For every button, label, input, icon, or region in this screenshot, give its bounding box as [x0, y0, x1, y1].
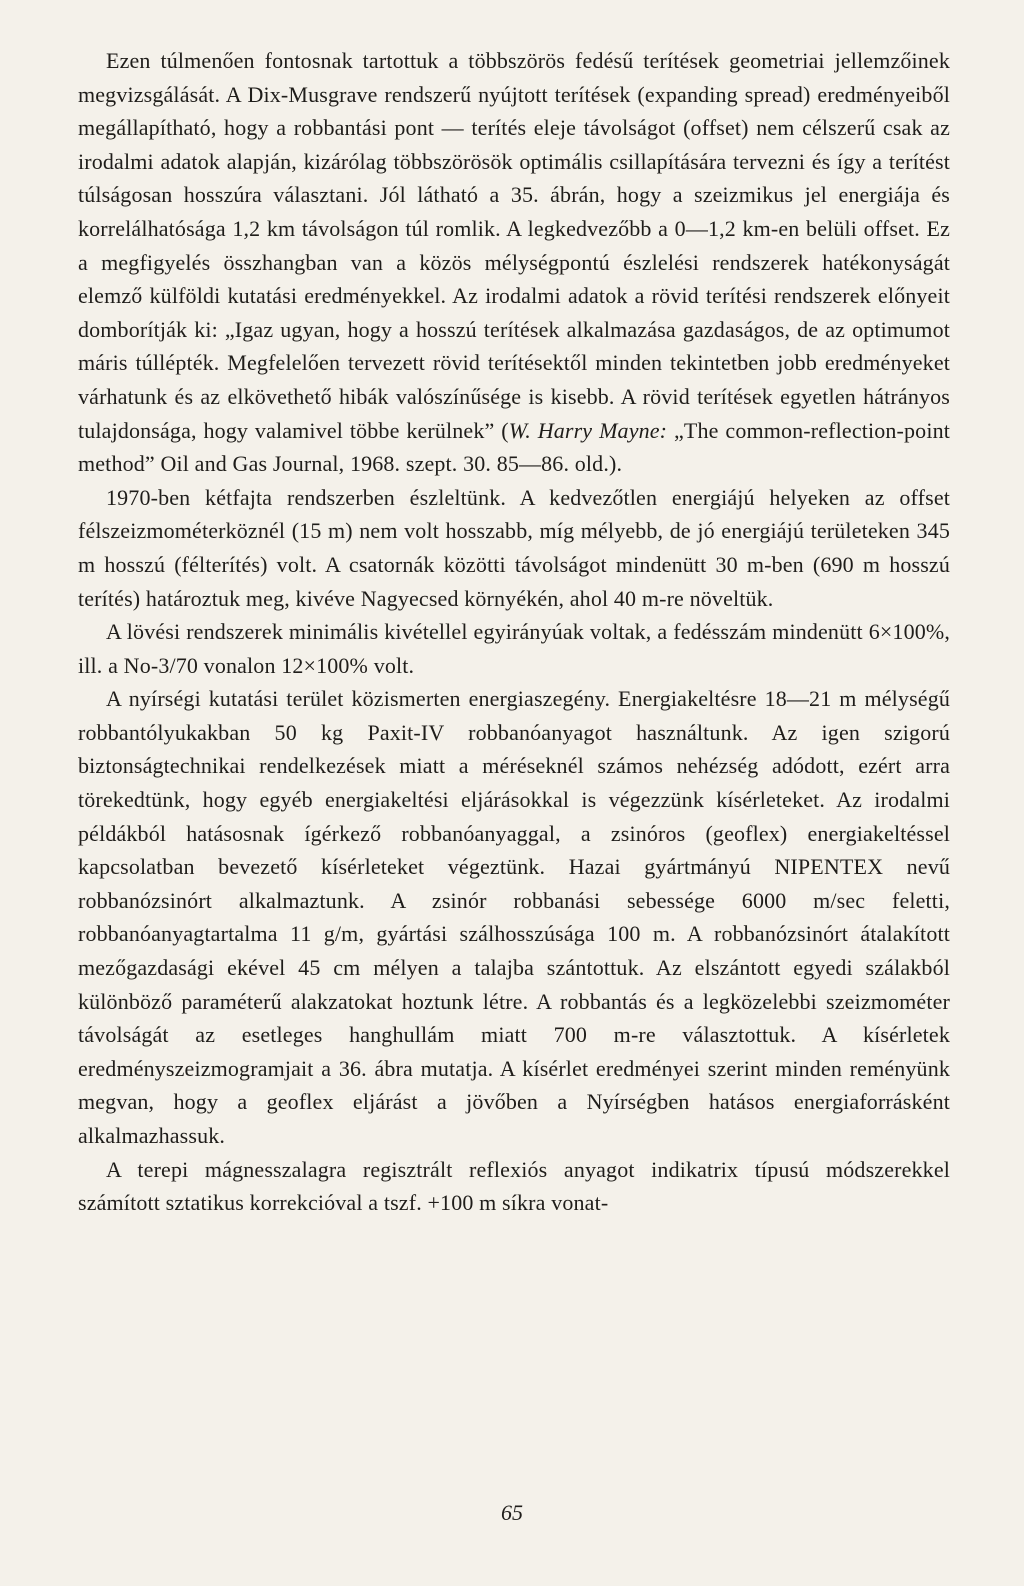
- paragraph-text: Ezen túlmenően fontosnak tartottuk a többszörös fedésű terítések geometriai jellemzőinek megvizsgálását. A Dix-Musgrave rendszerű nyújtott terítések (expanding spread) eredményeiből megállapítható, hogy a robbantási pont — terítés eleje távolságot (offset) nem célszerű csak az irodalmi adatok alapján, kizárólag többszörösök optimális csillapítására tervezni és így a terítést túlságosan hosszúra választani. Jól látható a 35. ábrán, hogy a szeizmikus jel energiája és korrelálhatósága 1,2 km távolságon túl romlik. A legkedvezőbb a 0—1,2 km-en belüli offset. Ez a megfigyelés összhangban van a közös mélységpontú észlelési rendszerek hatékonyságát elemző külföldi kutatási eredményekkel. Az irodalmi adatok a rövid terítési rendszerek előnyeit domborítják ki: „Igaz ugyan, hogy a hosszú terítések alkalmazása gazdaságos, de az optimumot máris túllépték. Megfelelően tervezett rövid terítésektől minden tekintetben jobb eredményeket várhatunk és az elkövethető hibák valószínűsége is kisebb. A rövid terítések egyetlen hátrányos tulajdonsága, hogy valamivel többe kerülnek”: [78, 48, 950, 443]
- citation-open: (: [494, 417, 509, 443]
- paragraph-offset-geometry: [78, 44, 950, 481]
- citation-source: „The common-reflection-point method” Oil and Gas Journal, 1968. szept. 30. 85—86. old.).: [78, 417, 951, 477]
- paragraph-spread-systems: 1970-ben kétfajta rendszerben észleltünk. A kedvezőtlen energiájú helyeken az offset félszeizmométerköznél (15 m) nem volt hosszabb, míg mélyebb, de jó energiájú területeken 345 m hosszú (félterítés) volt. A csatornák közötti távolságot mindenütt 30 m-ben (690 m hosszú terítés) határoztuk meg, kivéve Nagyecsed környékén, ahol 40 m-re növeltük.: [78, 484, 950, 611]
- paragraph-static-correction: A terepi mágnesszalagra regisztrált reflexiós anyagot indikatrix típusú módszerekkel számított sztatikus korrekcióval a tszf. +100 m síkra vonat-: [78, 1156, 950, 1216]
- paragraph-energy-sources: A nyírségi kutatási terület közismerten energiaszegény. Energiakeltésre 18—21 m mélységű robbantólyukakban 50 kg Paxit-IV robbanóanyagot használtunk. Az igen szigorú biztonságtechnikai rendelkezések miatt a méréseknél számos nehézség adódott, ezért arra törekedtünk, hogy egyéb energiakeltési eljárásokkal is végezzünk kísérleteket. Az irodalmi példákból hatásosnak ígérkező robbanóanyaggal, a zsinóros (geoflex) energiakeltéssel kapcsolatban bevezető kísérleteket végeztünk. Hazai gyártmányú NIPENTEX nevű robbanózsinórt alkalmaztunk. A zsinór robbanási sebessége 6000 m/sec feletti, robbanóanyagtartalma 11 g/m, gyártási szálhosszúsága 100 m. A robbanózsinórt átalakított mezőgazdasági ekével 45 cm mélyen a talajba szántottuk. Az elszántott egyedi szálakból különböző paraméterű alakzatokat hoztunk létre. A robbantás és a legközelebbi szeizmométer távolságát az esetleges hanghullám miatt 700 m-re választottuk. A kísérletek eredményszeizmogramjait a 36. ábra mutatja. A kísérlet eredményei szerint minden reményünk megvan, hogy a geoflex eljárást a jövőben a Nyírségben hatásos energiaforrásként alkalmazhassuk.: [78, 686, 950, 1148]
- paragraph-shooting-systems: A lövési rendszerek minimális kivétellel egyirányúak voltak, a fedésszám mindenütt 6×100%, ill. a No-3/70 vonalon 12×100% volt.: [78, 619, 950, 678]
- document-page: [78, 44, 950, 1220]
- citation-author: W. Harry Mayne:: [508, 417, 668, 443]
- page-number: 65: [501, 1500, 523, 1525]
